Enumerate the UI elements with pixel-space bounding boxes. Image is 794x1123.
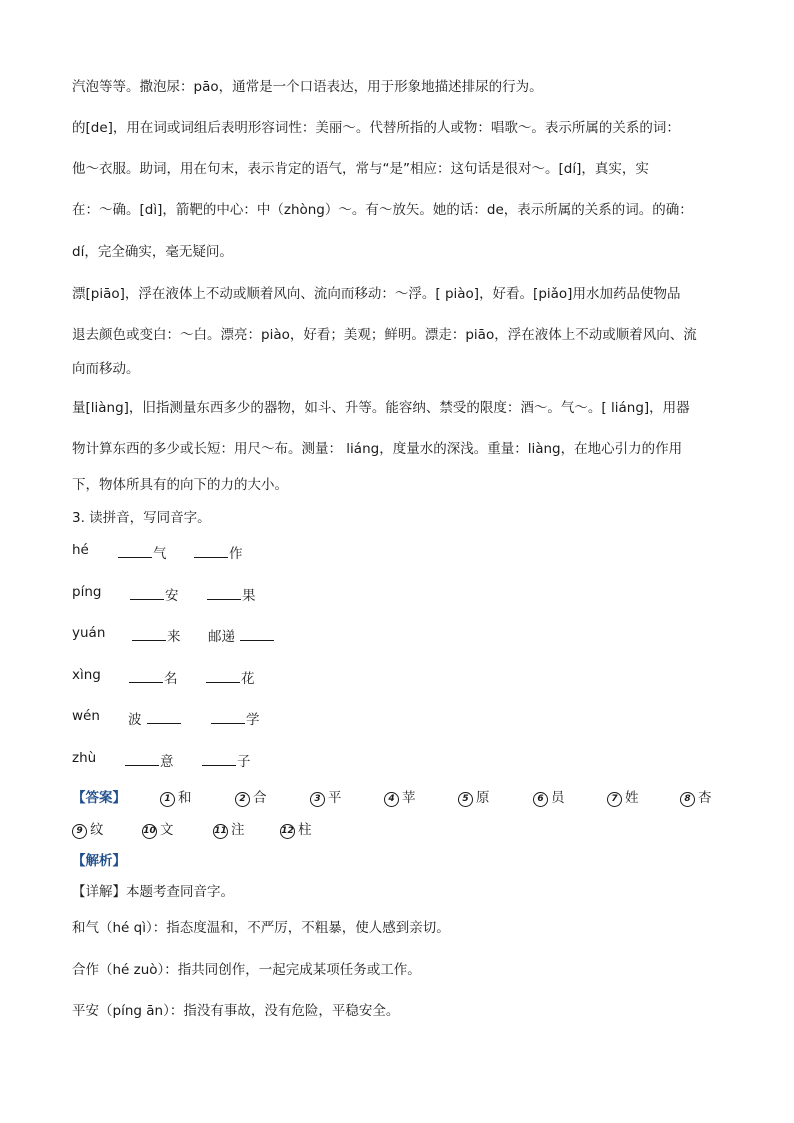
answer-item: [533, 786, 565, 807]
answer-char: 原: [476, 790, 490, 806]
answer-char: 柱: [298, 822, 312, 838]
char-b: 果: [242, 588, 256, 604]
circled-number: 2: [235, 792, 250, 807]
char-a: 气: [153, 546, 167, 562]
char-b: 花: [241, 671, 255, 687]
answer-char: 杏: [698, 790, 712, 806]
char-b: 子: [237, 754, 251, 770]
blank-b: [206, 584, 256, 604]
blank-b: [193, 542, 243, 562]
text-line-1: 汽泡等等。撒泡尿：pāo，通常是一个口语表达，用于形象地描述排尿的行为。: [72, 79, 543, 95]
answer-item: [310, 786, 342, 807]
answer-char: 合: [253, 790, 267, 806]
answer-char: 员: [551, 790, 565, 806]
pinyin-label: zhù: [72, 750, 97, 766]
text-line-8: 向而移动。: [72, 361, 140, 377]
char-a: 来: [167, 629, 181, 645]
answer-char: 平: [328, 790, 342, 806]
text-line-4: 在：～确。[dì]，箭靶的中心：中（zhòng）～。有～放矢。她的话：de，表示所属的关系的词。的确：: [72, 202, 693, 218]
blank-b: [210, 708, 260, 728]
char-b: 学: [246, 712, 260, 728]
answer-item: [142, 818, 174, 839]
blank-line: [194, 545, 228, 558]
char-b: 邮递: [208, 629, 235, 645]
blank-b: [201, 750, 251, 770]
pinyin-label: wén: [72, 708, 100, 724]
answer-item: [384, 786, 416, 807]
text-line-5: dí，完全确实，毫无疑问。: [72, 244, 233, 260]
text-line-11: 下，物体所具有的向下的力的大小。: [72, 477, 288, 493]
circled-number: 9: [72, 824, 87, 839]
blank-a: [117, 542, 167, 562]
answer-item: [280, 818, 312, 839]
blank-a: [128, 708, 182, 728]
blank-a: [129, 584, 179, 604]
blank-a: [128, 667, 178, 687]
blank-line: [207, 587, 241, 600]
char-a: 意: [160, 754, 174, 770]
text-line-9: 量[liàng]，旧指测量东西多少的器物，如斗、升等。能容纳、禁受的限度：酒～。气～。[ liáng]，用器: [72, 400, 690, 416]
circled-number: 8: [680, 792, 695, 807]
text-line-3: 他～衣服。助词，用在句末，表示肯定的语气，常与“是”相应：这句话是很对～。[dí]，真实，实: [72, 161, 649, 177]
char-a: 波: [128, 712, 142, 728]
char-b: 作: [229, 546, 243, 562]
blank-b: [205, 667, 255, 687]
question-title: 3. 读拼音，写同音字。: [72, 510, 211, 526]
blank-line: [129, 670, 163, 683]
answer-item: [680, 786, 712, 807]
text-line-7: 退去颜色或变白：～白。漂亮：piào，好看；美观；鲜明。漂走：piāo，浮在液体上不动或顺着风向、流: [72, 327, 697, 343]
answer-char: 苹: [402, 790, 416, 806]
answer-item: [72, 818, 104, 839]
text-line-10: 物计算东西的多少或长短：用尺～布。测量： liáng，度量水的深浅。重量：liàng，在地心引力的作用: [72, 441, 683, 457]
text-line-6: 漂[piāo]，浮在液体上不动或顺着风向、流向而移动：～浮。[ piào]，好看。[piǎo]用水加药品使物品: [72, 286, 681, 302]
explanation-line-2: 合作（hé zuò）：指共同创作，一起完成某项任务或工作。: [72, 962, 421, 978]
blank-line: [132, 628, 166, 641]
pinyin-label: xìng: [72, 667, 101, 683]
answer-item: [235, 786, 267, 807]
pinyin-label: píng: [72, 584, 102, 600]
pinyin-label: hé: [72, 542, 89, 558]
blank-a: [124, 750, 174, 770]
circled-number: 5: [458, 792, 473, 807]
circled-number: 1: [160, 792, 175, 807]
answer-char: 文: [160, 822, 174, 838]
answer-item: [458, 786, 490, 807]
detail-line: [72, 880, 234, 900]
blank-a: [131, 625, 181, 645]
answer-char: 姓: [625, 790, 639, 806]
circled-number: 3: [310, 792, 325, 807]
explanation-line-1: 和气（hé qì）：指态度温和，不严厉，不粗暴，使人感到亲切。: [72, 920, 450, 936]
blank-line: [206, 670, 240, 683]
blank-line: [125, 753, 159, 766]
circled-number: 12: [280, 824, 295, 839]
answer-item: [160, 786, 192, 807]
answer-char: 和: [178, 790, 192, 806]
answer-char: 注: [231, 822, 245, 838]
detail-label: 【详解】: [72, 884, 126, 900]
blank-line: [147, 711, 181, 724]
blank-line: [202, 753, 236, 766]
answer-label: 【答案】: [72, 790, 126, 806]
char-a: 名: [164, 671, 178, 687]
blank-b: [208, 625, 275, 645]
char-a: 安: [165, 588, 179, 604]
detail-text: 本题考查同音字。: [126, 884, 234, 900]
circled-number: 7: [607, 792, 622, 807]
circled-number: 10: [142, 824, 157, 839]
text-line-2: 的[de]，用在词或词组后表明形容词性：美丽～。代替所指的人或物：唱歌～。表示所属的关系的词：: [72, 120, 680, 136]
analysis-label: 【解析】: [72, 853, 126, 869]
blank-line: [240, 628, 274, 641]
circled-number: 6: [533, 792, 548, 807]
blank-line: [130, 587, 164, 600]
pinyin-label: yuán: [72, 625, 106, 641]
answer-item: [213, 818, 245, 839]
blank-line: [118, 545, 152, 558]
circled-number: 4: [384, 792, 399, 807]
blank-line: [211, 711, 245, 724]
answer-item: [607, 786, 639, 807]
answer-char: 纹: [90, 822, 104, 838]
explanation-line-3: 平安（píng ān）：指没有事故，没有危险，平稳安全。: [72, 1003, 400, 1019]
circled-number: 11: [213, 824, 228, 839]
